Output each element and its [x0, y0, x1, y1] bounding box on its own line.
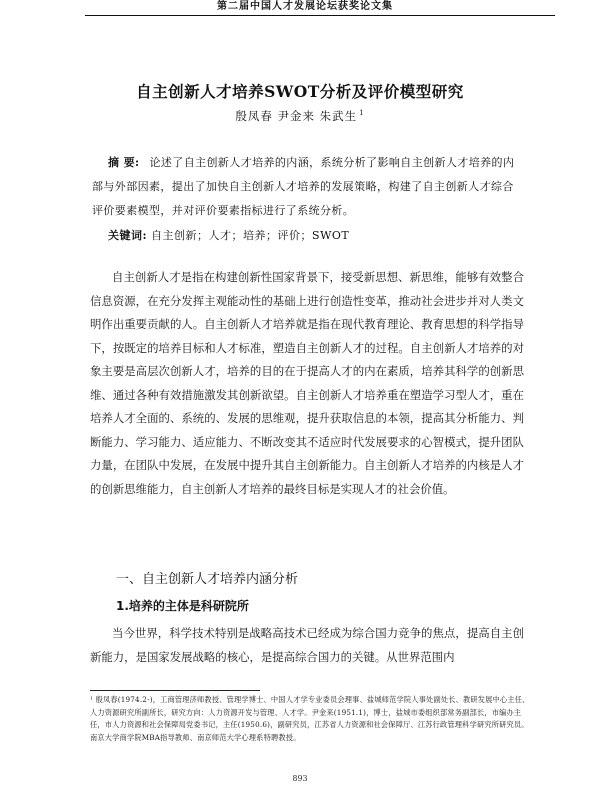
keywords-label: 关键词:	[108, 229, 148, 242]
keywords-text: 自主创新；人才；培养；评价；SWOT	[151, 229, 350, 242]
footnote-marker: 1	[359, 109, 365, 118]
section-heading: 一、自主创新人才培养内涵分析	[116, 572, 299, 587]
page-number: 893	[292, 774, 308, 783]
subsection-heading: 1.培养的主体是科研院所	[116, 599, 249, 613]
running-header: 第二届中国人才发展论坛获奖论文集	[217, 1, 393, 12]
abstract-label: 摘 要:	[108, 156, 140, 169]
author-footnote: ¹ 殷凤春(1974.2-)，工商管理济师教授、管理学博士、中国人才学专业委员会理事、盐城师范学院人事处副处长、教研发展中心主任、人力资源研究所副所长，研究方向：人力资源开发与管理、人才学。尹金来(1951.1)，博士，盐城市委组织部常务副部长，市编办主任，市人力资源和社会保障局党委书记，主任(1950.6)，副研究员，江苏省人力资源和社会保障厅、江苏行政管理科学研究所研究员。南京大学商学院MBA指导教师、南京师范大学心理系特聘教授。	[90, 695, 530, 742]
body-paragraph: 当今世界，科学技术特别是战略高技术已经成为综合国力竞争的焦点，提高自主创新能力，是国家发展战略的核心，是提高综合国力的关键。从世界范围内	[90, 626, 524, 664]
authors-names: 殷凤春 尹金来 朱武生	[235, 109, 358, 123]
abstract	[92, 151, 524, 223]
footnote-rule	[90, 690, 260, 691]
header-rule	[85, 15, 555, 16]
abstract-text: 论述了自主创新人才培养的内涵，系统分析了影响自主创新人才培养的内部与外部因素，提出了加快自主创新人才培养的发展策略，构建了自主创新人才综合评价要素模型，并对评价要素指标进行了系统分析。	[92, 156, 515, 217]
article-title: 自主创新人才培养SWOT分析及评价模型研究	[136, 82, 464, 101]
keywords	[108, 227, 528, 243]
intro-paragraph: 自主创新人才是指在构建创新性国家背景下，接受新思想、新思维，能够有效整合信息资源，在充分发挥主观能动性的基础上进行创造性变革，推动社会进步并对人类文明作出重要贡献的人。自主创新人才培养就是指在现代教育理论、教育思想的科学指导下，按既定的培养目标和人才标准，塑造自主创新人才的过程。自主创新人才培养的对象主要是高层次创新人才，培养的目的在于提高人才的内在素质，培养其科学的创新思维、通过各种有效措施激发其创新欲望。自主创新人才培养重在塑造学习型人才，重在培养人才全面的、系统的、发展的思维观，提升获取信息的本领，提高其分析能力、判断能力、学习能力、适应能力、不断改变其不适应时代发展要求的心智模式，提升团队力量，在团队中发展，在发展中提升其自主创新能力。自主创新人才培养的内核是人才的创新思维能力，自主创新人才培养的最终目标是实现人才的社会价值。	[90, 270, 524, 496]
article-authors	[0, 108, 600, 124]
